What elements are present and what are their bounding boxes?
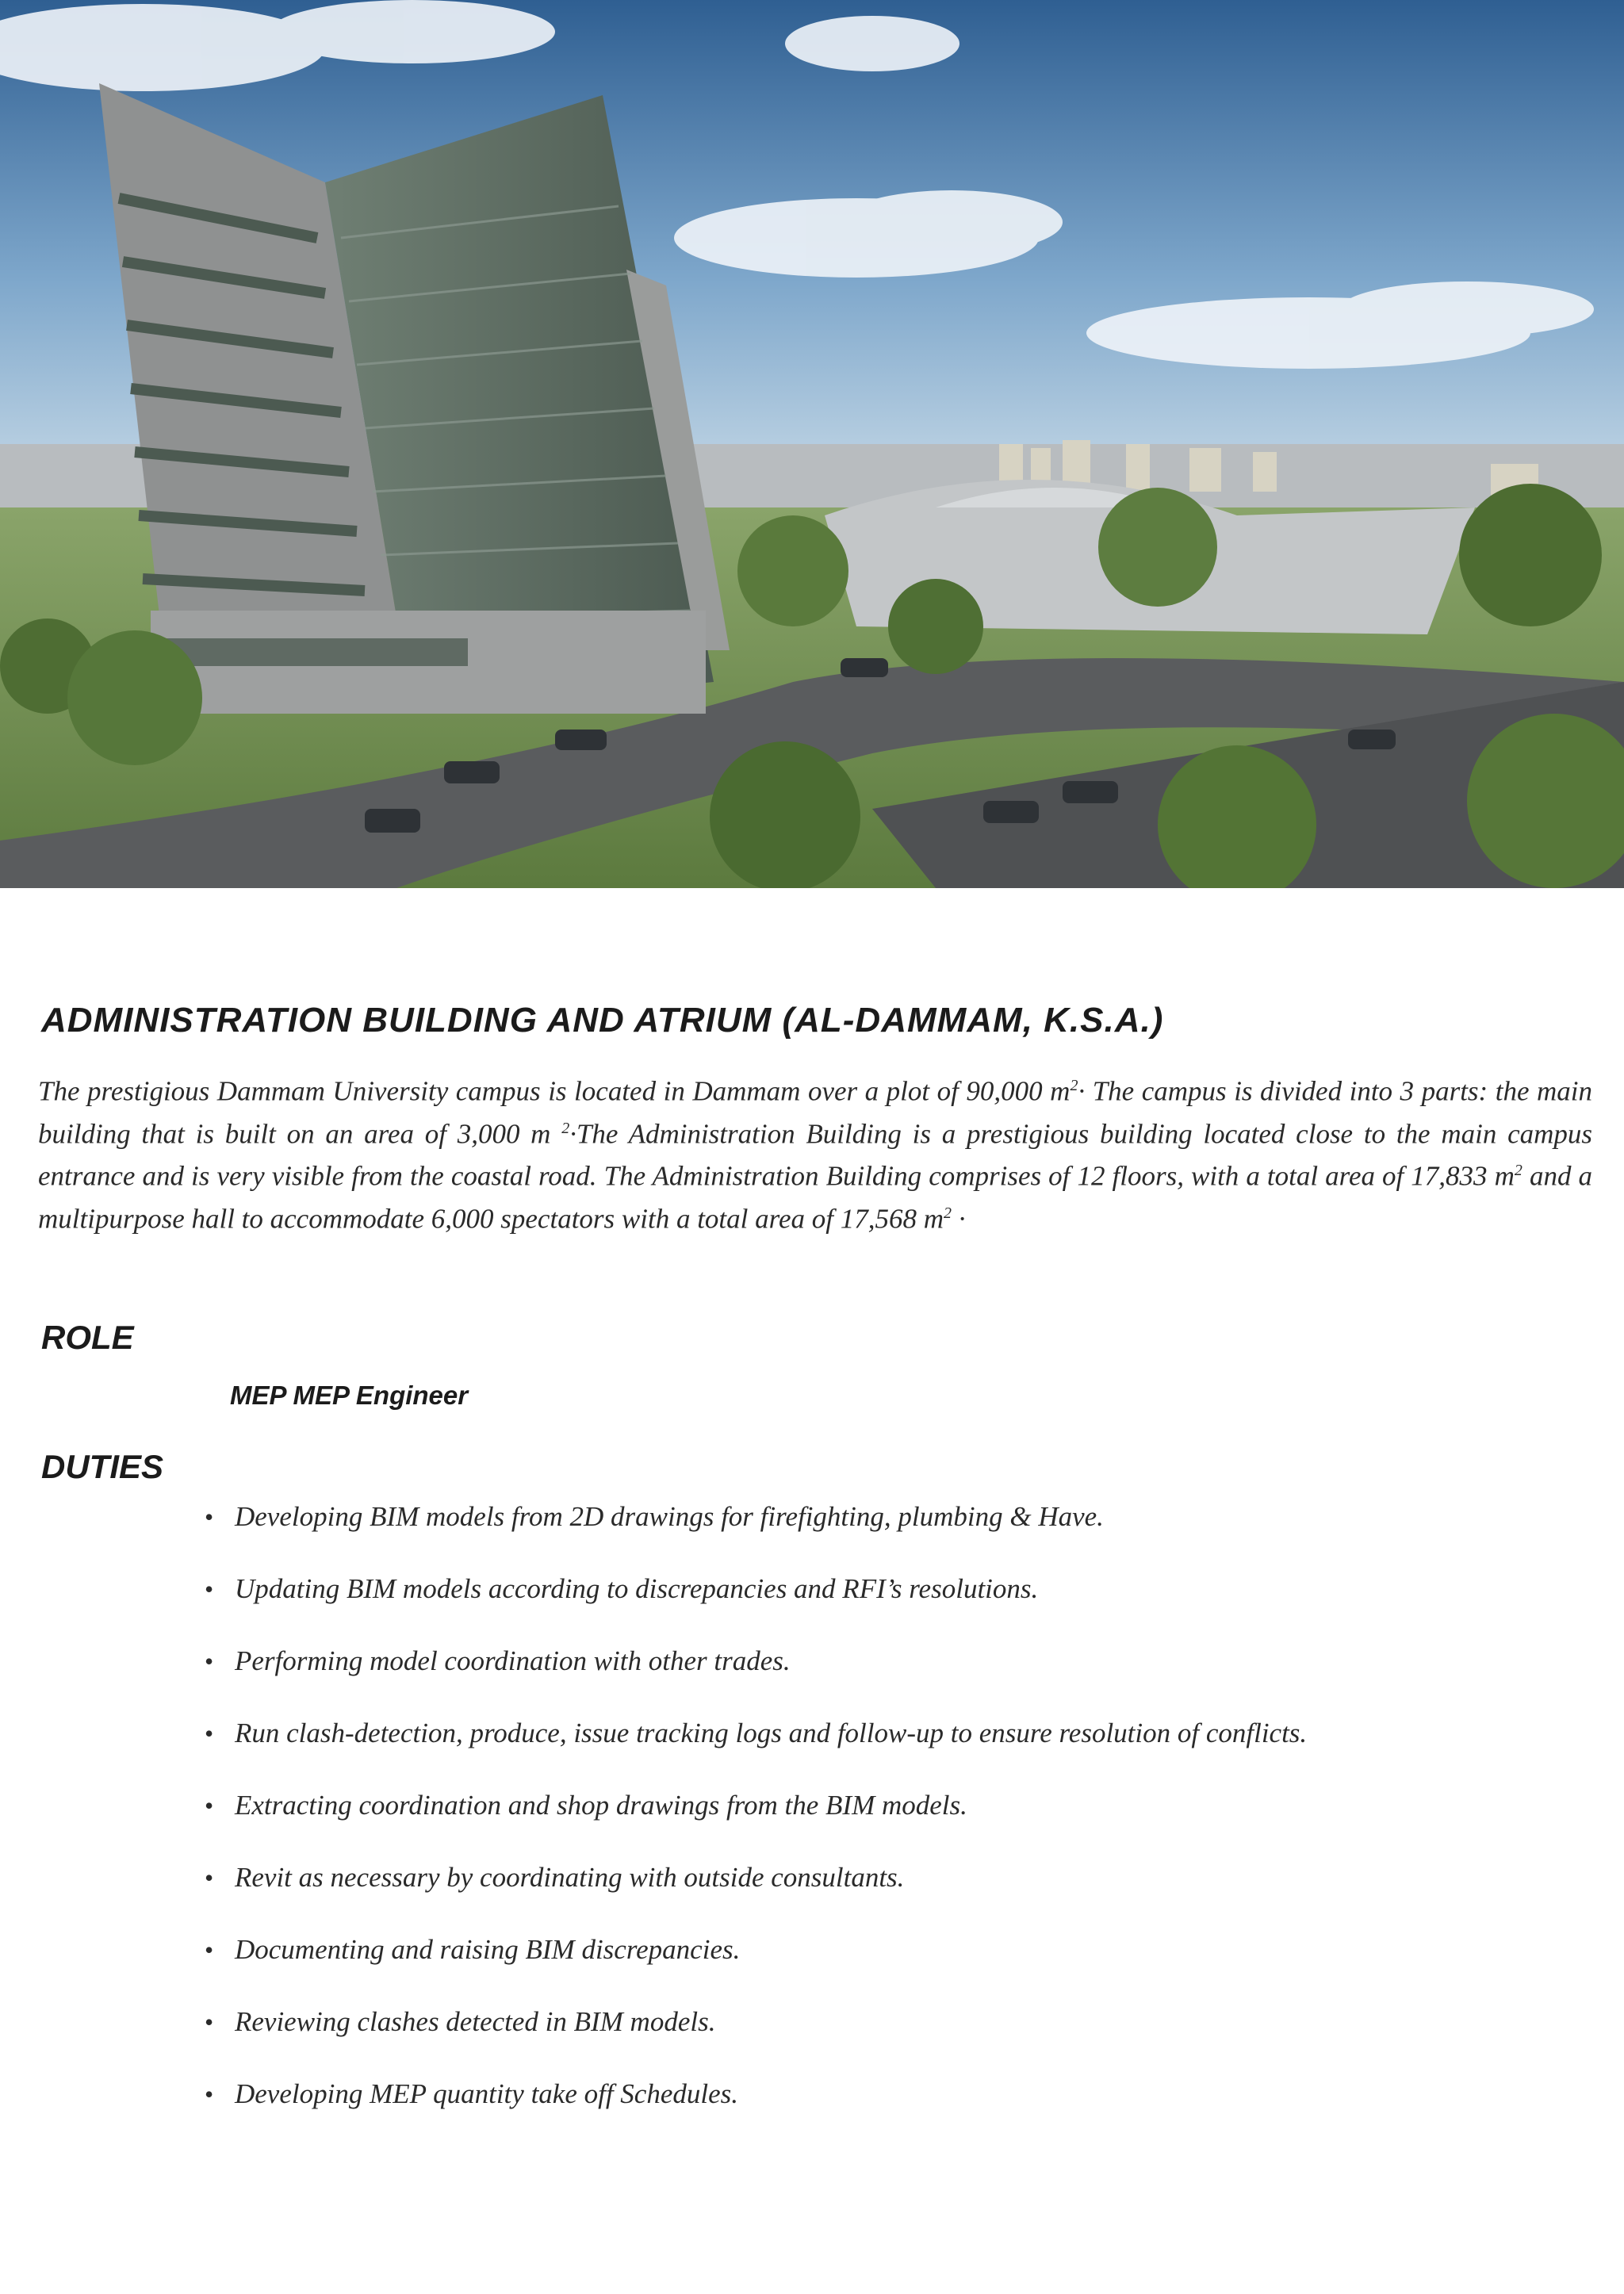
bullet-icon: • bbox=[205, 1719, 214, 1748]
role-value: MEP MEP Engineer bbox=[230, 1381, 469, 1410]
project-description bbox=[38, 1067, 1592, 1238]
intro-part-1: The prestigious Dammam University campus is located in Dammam over a plot of 90,000 m bbox=[38, 1075, 1071, 1107]
duty-text: Reviewing clashes detected in BIM models. bbox=[235, 2006, 716, 2037]
building-rendering-image bbox=[0, 0, 1624, 888]
duty-text: Extracting coordination and shop drawings from the BIM models. bbox=[235, 1790, 967, 1821]
superscript: 2 bbox=[1514, 1162, 1522, 1180]
superscript: 2 bbox=[943, 1204, 952, 1222]
bullet-icon: • bbox=[205, 1503, 214, 1531]
duty-item bbox=[205, 1858, 1553, 1930]
bullet-icon: • bbox=[205, 1647, 214, 1676]
hero-image bbox=[0, 0, 1624, 888]
duty-item bbox=[205, 1714, 1553, 1786]
superscript: 2 bbox=[561, 1119, 570, 1137]
duty-item bbox=[205, 1641, 1553, 1714]
intro-part-3: ·The Administration Building is a prestigious building located close to the main campus entrance and is very visible from the coastal road. The Administration Building comprises of 12 floors, with a total area of 17,833 m bbox=[38, 1118, 1592, 1192]
intro-part-4: and a multipurpose hall to accommodate 6,000 spectators with a total area of 17,568 m bbox=[38, 1160, 1592, 1235]
duty-text: Documenting and raising BIM discrepancies. bbox=[235, 1934, 741, 1965]
intro-part-2: · The campus is divided into 3 parts: the main building that is built on an area of 3,000 m bbox=[38, 1075, 1592, 1150]
bullet-icon: • bbox=[205, 1791, 214, 1820]
duty-item bbox=[205, 2002, 1553, 2074]
bullet-icon: • bbox=[205, 1863, 214, 1892]
intro-part-5: · bbox=[951, 1203, 966, 1235]
superscript: 2 bbox=[1070, 1077, 1078, 1094]
duty-text: Developing MEP quantity take off Schedules. bbox=[235, 2078, 739, 2109]
duty-item bbox=[205, 1569, 1553, 1641]
bullet-icon: • bbox=[205, 1575, 214, 1603]
duty-text: Updating BIM models according to discrepancies and RFI’s resolutions. bbox=[235, 1573, 1039, 1604]
project-title: ADMINISTRATION BUILDING AND ATRIUM (AL-DAMMAM, K.S.A.) bbox=[41, 1001, 1164, 1040]
duty-text: Revit as necessary by coordinating with outside consultants. bbox=[235, 1862, 905, 1893]
duty-item bbox=[205, 1786, 1553, 1858]
duty-text: Performing model coordination with other trades. bbox=[235, 1645, 791, 1676]
duty-text: Developing BIM models from 2D drawings for firefighting, plumbing & Have. bbox=[235, 1501, 1104, 1532]
duty-item bbox=[205, 1930, 1553, 2002]
duty-item bbox=[205, 2074, 1553, 2147]
duty-text: Run clash-detection, produce, issue tracking logs and follow-up to ensure resolution of conflicts. bbox=[235, 1718, 1308, 1748]
bullet-icon: • bbox=[205, 1936, 214, 1964]
duty-item bbox=[205, 1497, 1553, 1569]
duties-list bbox=[205, 1497, 1553, 2147]
bullet-icon: • bbox=[205, 2008, 214, 2036]
duties-heading: DUTIES bbox=[41, 1448, 164, 1485]
role-heading: ROLE bbox=[41, 1319, 134, 1356]
bullet-icon: • bbox=[205, 2080, 214, 2108]
